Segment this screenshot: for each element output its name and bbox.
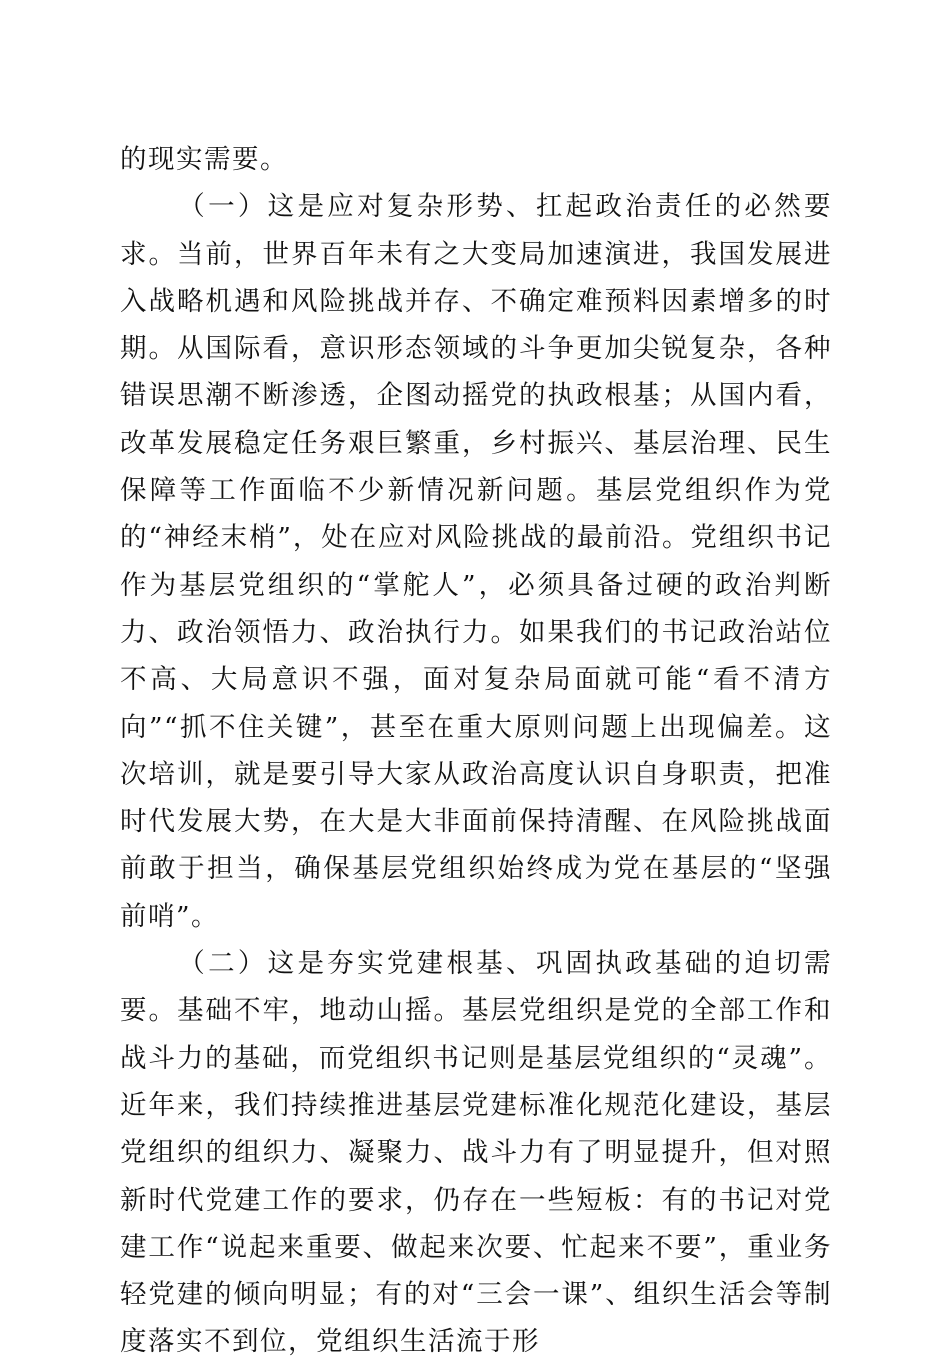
- paragraph-section-one: （一）这是应对复杂形势、扛起政治责任的必然要求。当前，世界百年未有之大变局加速演进，我国发展进入战略机遇和风险挑战并存、不确定难预料因素增多的时期。从国际看，意识形态领域的斗争更加尖锐复杂，各种错误思潮不断渗透，企图动摇党的执政根基；从国内看，改革发展稳定任务艰巨繁重，乡村振兴、基层治理、民生保障等工作面临不少新情况新问题。基层党组织作为党的“神经末梢”，处在应对风险挑战的最前沿。党组织书记作为基层党组织的“掌舵人”，必须具备过硬的政治判断力、政治领悟力、政治执行力。如果我们的书记政治站位不高、大局意识不强，面对复杂局面就可能“看不清方向”“抓不住关键”，甚至在重大原则问题上出现偏差。这次培训，就是要引导大家从政治高度认识自身职责，把准时代发展大势，在大是大非面前保持清醒、在风险挑战面前敢于担当，确保基层党组织始终成为党在基层的“坚强前哨”。: [120, 191, 832, 932]
- paragraph-section-two: （二）这是夯实党建根基、巩固执政基础的迫切需要。基础不牢，地动山摇。基层党组织是党的全部工作和战斗力的基础，而党组织书记则是基层党组织的“灵魂”。近年来，我们持续推进基层党建标准化规范化建设，基层党组织的组织力、凝聚力、战斗力有了明显提升，但对照新时代党建工作的要求，仍存在一些短板：有的书记对党建工作“说起来重要、做起来次要、忙起来不要”，重业务轻党建的倾向明显；有的对“三会一课”、组织生活会等制度落实不到位，党组织生活流于形: [120, 948, 832, 1358]
- paragraph-continuation: 的现实需要。: [120, 144, 288, 175]
- body-text: [120, 136, 832, 1366]
